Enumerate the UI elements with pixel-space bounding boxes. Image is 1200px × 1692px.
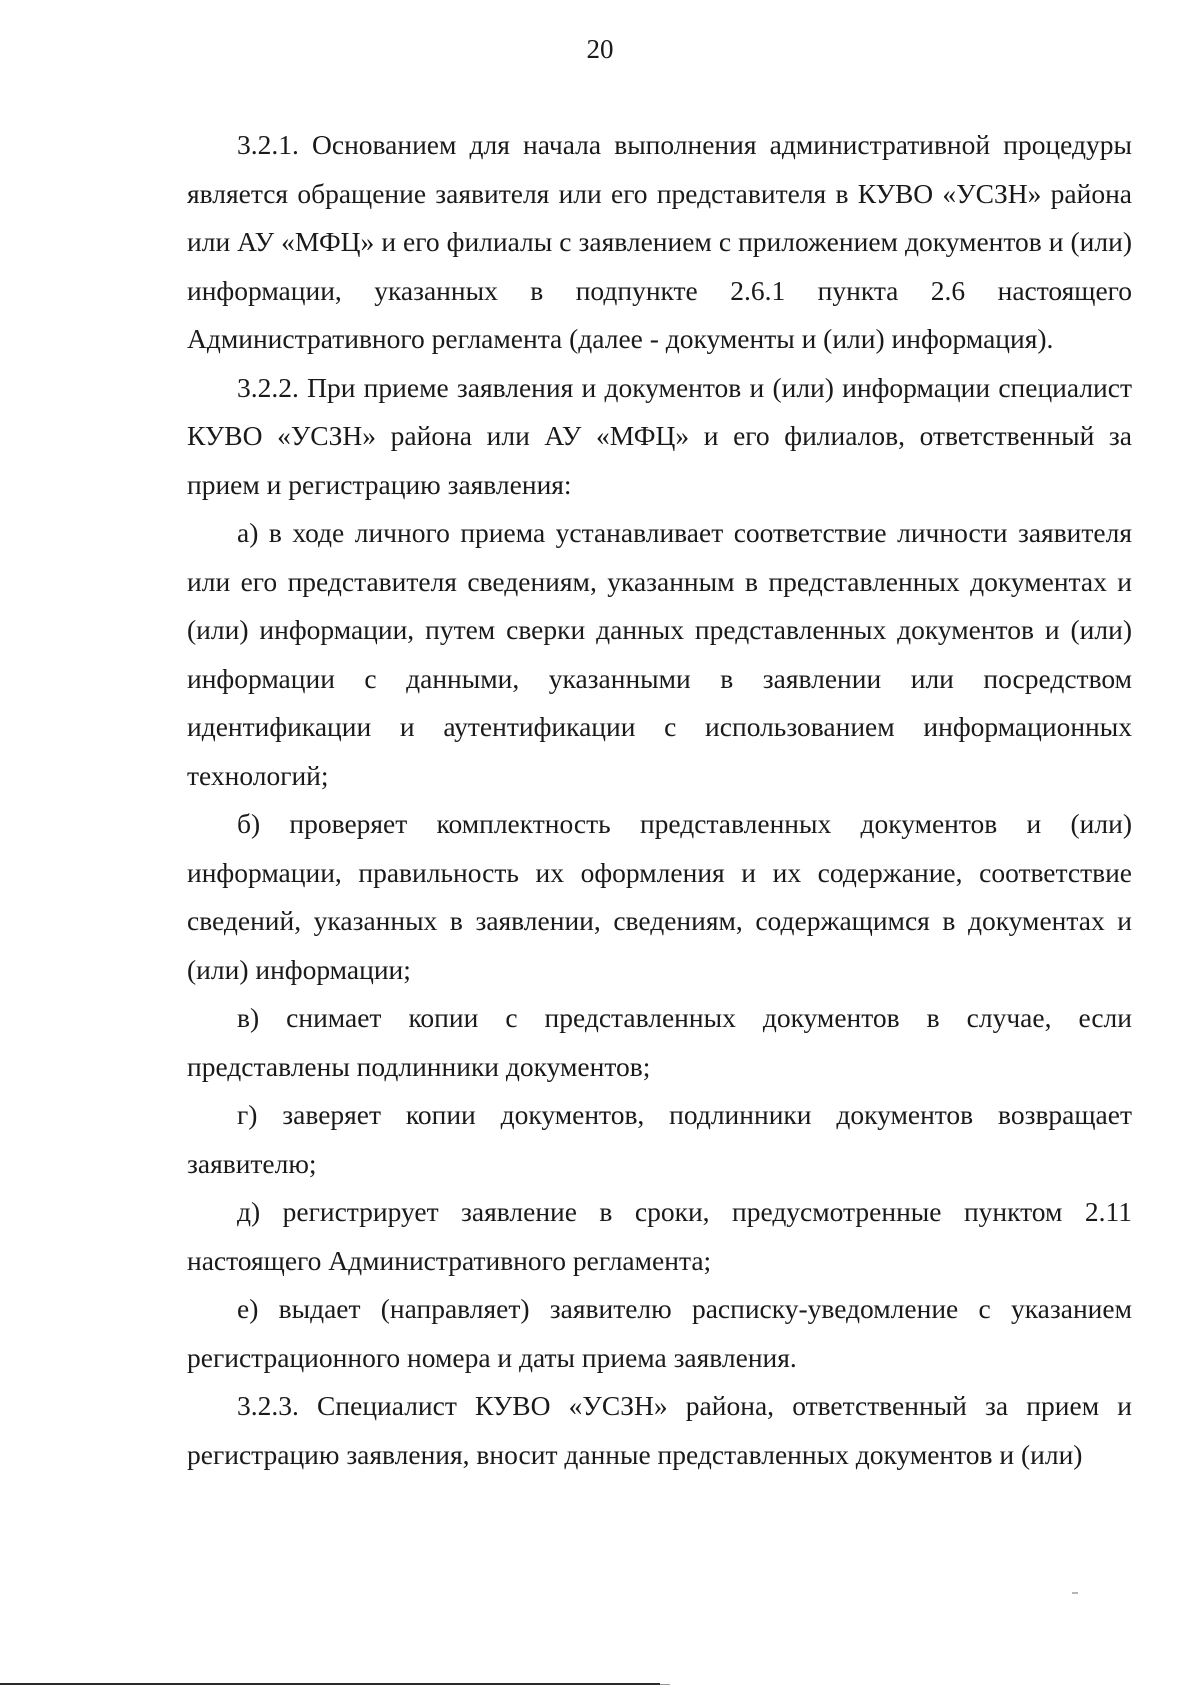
footer-rule (0, 1683, 660, 1685)
list-item-v: в) снимает копии с представленных документов в случае, если представлены подлинники документов; (187, 1002, 1132, 1082)
paragraph-3-2-2: 3.2.2. При приеме заявления и документов и (или) информации специалист КУВО «УСЗН» района или АУ «МФЦ» и его филиалов, ответственный за прием и регистрацию заявления: (187, 371, 1132, 500)
scan-speck (1072, 1592, 1078, 1594)
document-body (187, 121, 1132, 1479)
list-item-b: б) проверяет комплектность представленных документов и (или) информации, правильность их оформления и их содержание, соответствие сведений, указанных в заявлении, сведениям, содержащимся в документах и (или) информации; (187, 808, 1132, 985)
list-item-g: г) заверяет копии документов, подлинники документов возвращает заявителю; (187, 1099, 1132, 1179)
list-item-e: е) выдает (направляет) заявителю расписку-уведомление с указанием регистрационного номера и даты приема заявления. (187, 1293, 1132, 1373)
footer-rule-tail (660, 1684, 670, 1685)
list-item-a: а) в ходе личного приема устанавливает соответствие личности заявителя или его представителя сведениям, указанным в представленных документах и (или) информации, путем сверки данных представленных документов и (или) информации с данными, указанными в заявлении или посредством идентификации и аутентификации с использованием информационных технологий; (187, 517, 1132, 791)
list-item-d: д) регистрирует заявление в сроки, предусмотренные пунктом 2.11 настоящего Административного регламента; (187, 1196, 1132, 1276)
page-number: 20 (586, 34, 614, 64)
paragraph-3-2-1: 3.2.1. Основанием для начала выполнения административной процедуры является обращение заявителя или его представителя в КУВО «УСЗН» района или АУ «МФЦ» и его филиалы с заявлением с приложением документов и (или) информации, указанных в подпункте 2.6.1 пункта 2.6 настоящего Административного регламента (далее - документы и (или) информация). (187, 129, 1132, 354)
paragraph-3-2-3: 3.2.3. Специалист КУВО «УСЗН» района, ответственный за прием и регистрацию заявления, вносит данные представленных документов и (или) (187, 1390, 1132, 1470)
